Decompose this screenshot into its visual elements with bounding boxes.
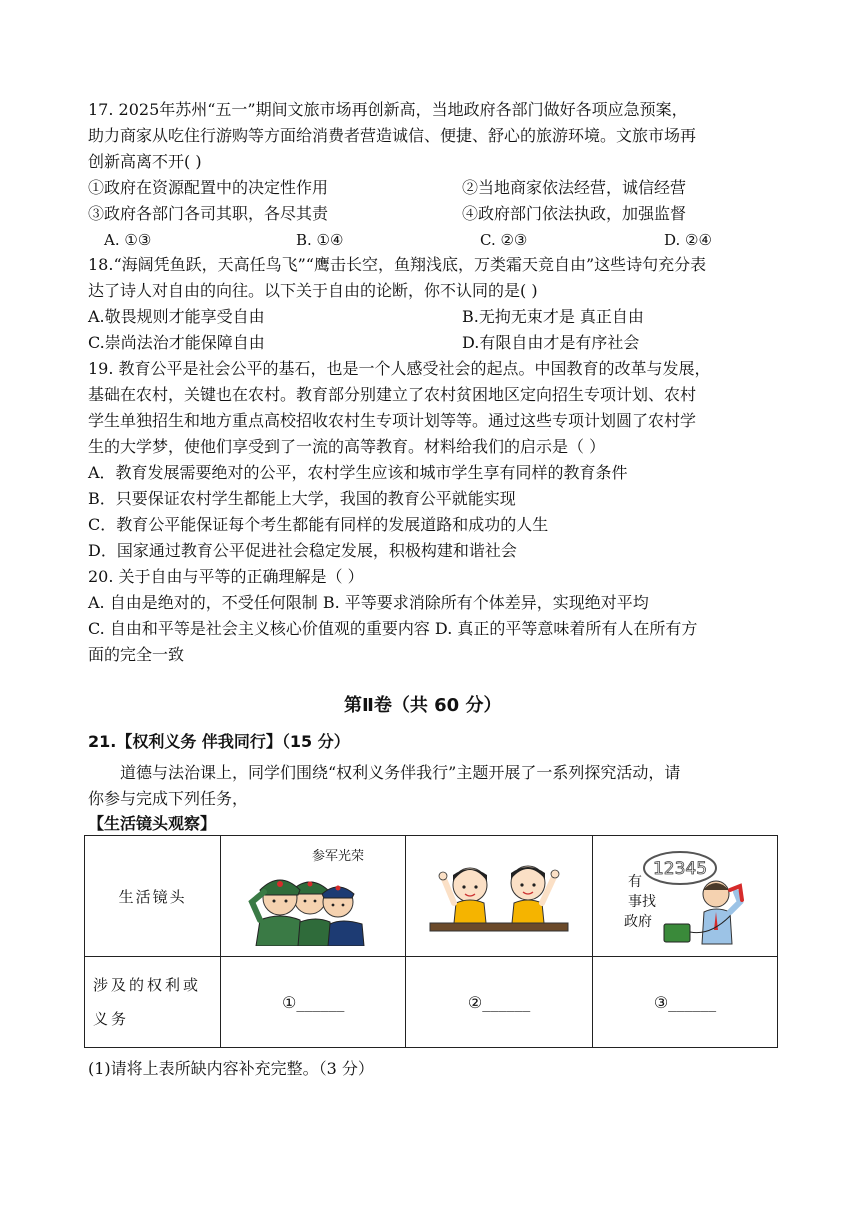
q19-stem-line2: 基础在农村，关键也在农村。教育部分别建立了农村贫困地区定向招生专项计划、农村	[88, 385, 697, 404]
q20-options-cd: C. 自由和平等是社会主义核心价值观的重要内容 D. 真正的平等意味着所有人在所有方	[88, 619, 698, 638]
q21-sub-heading: 【生活镜头观察】	[88, 814, 217, 833]
q17-statement-3: ③政府各部门各司其职，各尽其责	[88, 204, 329, 223]
answer-blank-2[interactable]: ②______	[406, 957, 593, 1048]
q20-option-d-cont: 面的完全一致	[88, 645, 185, 664]
q19-stem-line3: 学生单独招生和地方重点高校招收农村生专项计划等等。通过这些专项计划圆了农村学	[88, 411, 697, 430]
q20-options-ab: A. 自由是绝对的，不受任何限制 B. 平等要求消除所有个体差异，实现绝对平均	[88, 593, 649, 612]
q18-option-c: C.崇尚法治才能保障自由	[88, 333, 265, 352]
students-illustration	[424, 851, 574, 941]
q19-option-a: A．教育发展需要绝对的公平，农村学生应该和城市学生享有同样的教育条件	[88, 463, 628, 482]
q21-task-1: (1)请将上表所缺内容补充完整。（3 分）	[88, 1059, 374, 1078]
q19-option-d: D．国家通过教育公平促进社会稳定发展，积极构建和谐社会	[88, 541, 517, 560]
q18-option-b: B.无拘无束才是 真正自由	[462, 307, 644, 326]
q17-option-c: C. ②③	[480, 231, 528, 249]
row-label-line2: 义务	[93, 1010, 130, 1028]
q17-option-a: A. ①③	[104, 231, 152, 249]
scene-3-caption-line3: 政府	[624, 914, 652, 930]
hotline-illustration	[610, 846, 760, 946]
section-2-title: 第Ⅱ卷（共 60 分）	[344, 695, 502, 716]
q20-stem: 20. 关于自由与平等的正确理解是（ ）	[88, 567, 364, 586]
q17-statement-2: ②当地商家依法经营，诚信经营	[462, 178, 687, 197]
q17-statement-1: ①政府在资源配置中的决定性作用	[88, 178, 329, 197]
q19-stem-line1: 19. 教育公平是社会公平的基石，也是一个人感受社会的起点。中国教育的改革与发展，	[88, 359, 711, 378]
q21-intro-line2: 你参与完成下列任务，	[88, 789, 249, 808]
q18-option-d: D.有限自由才是有序社会	[462, 333, 640, 352]
answer-blank-1[interactable]: ①______	[221, 957, 406, 1048]
answer-blank-3[interactable]: ③______	[593, 957, 778, 1048]
q18-stem-line1: 18.“海阔凭鱼跃，天高任鸟飞”“鹰击长空，鱼翔浅底，万类霜天竞自由”这些诗句充分表	[88, 255, 707, 274]
scene-3-caption-line1: 有	[628, 874, 642, 890]
q17-option-d: D. ②④	[664, 231, 712, 249]
q18-option-a: A.敬畏规则才能享受自由	[88, 307, 265, 326]
q17-stem-line2: 助力商家从吃住行游购等方面给消费者营造诚信、便捷、舒心的旅游环境。文旅市场再	[88, 126, 697, 145]
q19-stem-line4: 生的大学梦，使他们享受到了一流的高等教育。材料给我们的启示是（ ）	[88, 437, 606, 456]
scene-3-hotline	[593, 836, 778, 957]
q17-option-b: B. ①④	[296, 231, 344, 249]
scene-1-caption: 参军光荣	[312, 849, 365, 864]
row-label-line1: 涉及的权利或	[93, 976, 202, 994]
q19-option-b: B．只要保证农村学生都能上大学，我国的教育公平就能实现	[88, 489, 516, 508]
q18-stem-line2: 达了诗人对自由的向往。以下关于自由的论断，你不认同的是( )	[88, 281, 538, 300]
q17-stem-line1: 17. 2025年苏州“五一”期间文旅市场再创新高，当地政府各部门做好各项应急预案，	[88, 100, 688, 119]
scene-2-students	[406, 836, 593, 957]
q17-statement-4: ④政府部门依法执政，加强监督	[462, 204, 687, 223]
hotline-number: 12345	[652, 859, 708, 879]
life-scenes-table	[84, 835, 778, 1048]
scene-3-caption-line2: 事找	[628, 894, 656, 910]
row-label-rights-duties	[85, 957, 221, 1048]
q21-heading: 21.【权利义务 伴我同行】（15 分）	[88, 732, 350, 751]
scene-1-military	[221, 836, 406, 957]
row-label-scenes: 生活镜头	[85, 836, 221, 957]
q19-option-c: C．教育公平能保证每个考生都能有同样的发展道路和成功的人生	[88, 515, 549, 534]
q21-intro-line1: 道德与法治课上，同学们围绕“权利义务伴我行”主题开展了一系列探究活动，请	[120, 763, 681, 782]
soldiers-illustration	[238, 846, 388, 946]
q17-stem-line3: 创新高离不开( )	[88, 152, 202, 171]
